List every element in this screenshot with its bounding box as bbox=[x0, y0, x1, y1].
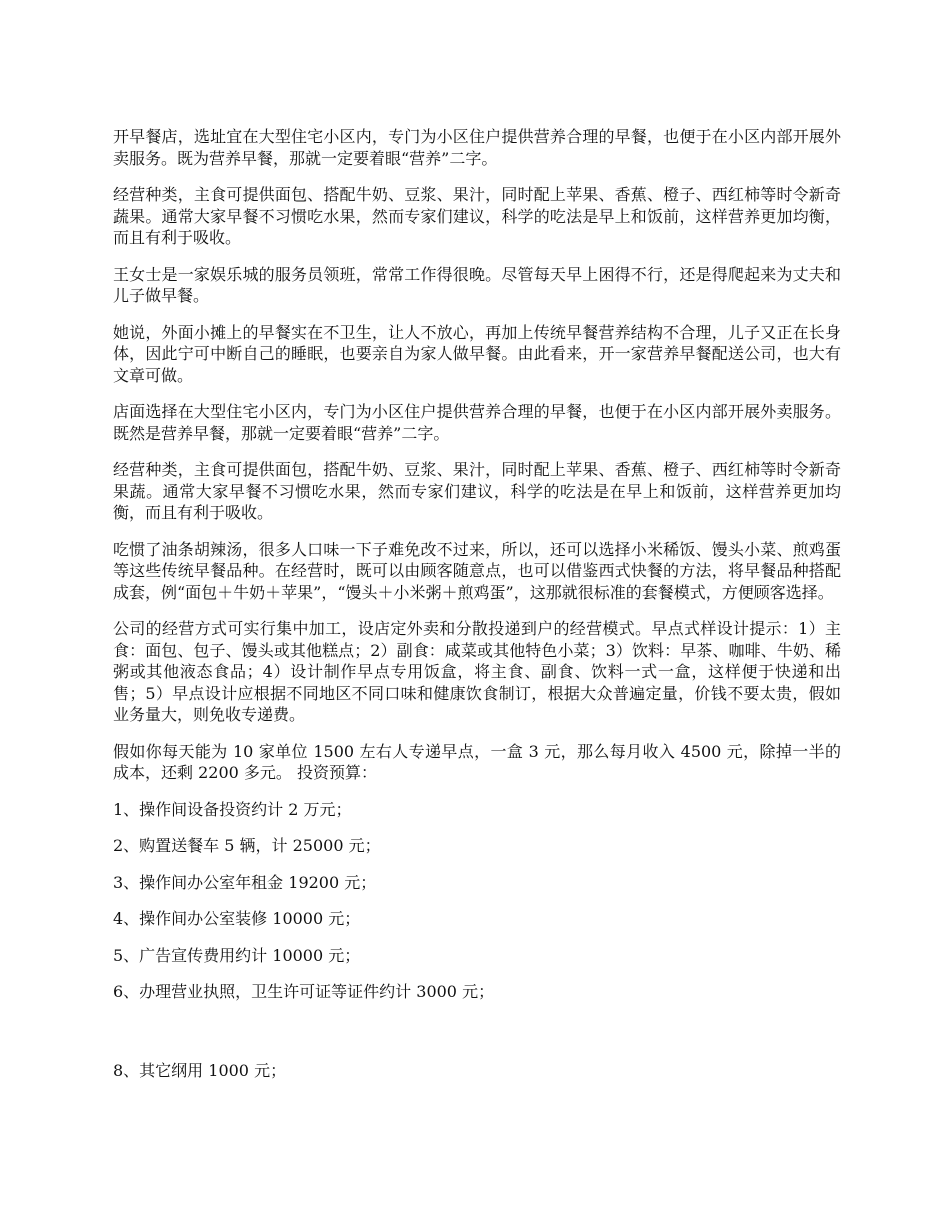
paragraph-2: 经营种类，主食可提供面包、搭配牛奶、豆浆、果汁，同时配上苹果、香蕉、橙子、西红柿等时令新奇蔬果。通常大家早餐不习惯吃水果，然而专家们建议，科学的吃法是早上和饭前，这样营养更加均衡，而且有利于吸收。 bbox=[113, 185, 841, 247]
budget-item-4: 4、操作间办公室装修 10000 元； bbox=[113, 909, 361, 928]
document-body bbox=[113, 126, 841, 1096]
budget-item-5: 5、广告宣传费用约计 10000 元； bbox=[113, 945, 361, 965]
paragraph-1: 开早餐店，选址宜在大型住宅小区内，专门为小区住户提供营养合理的早餐，也便于在小区内部开展外卖服务。既为营养早餐，那就一定要着眼“营养”二字。 bbox=[113, 127, 841, 168]
paragraph-6: 经营种类，主食可提供面包，搭配牛奶、豆浆、果汁，同时配上苹果、香蕉、橙子、西红柿等时令新奇果蔬。通常大家早餐不习惯吃水果，然而专家们建议，科学的吃法是在早上和饭前，这样营养更加均衡，而且有利于吸收。 bbox=[113, 460, 841, 522]
budget-item-8: 8、其它纲用 1000 元； bbox=[113, 1060, 287, 1080]
paragraph-4: 她说，外面小摊上的早餐实在不卫生，让人不放心，再加上传统早餐营养结构不合理，儿子又正在长身体，因此宁可中断自己的睡眠，也要亲自为家人做早餐。由此看来，开一家营养早餐配送公司，也大有文章可做。 bbox=[113, 322, 841, 385]
budget-item-2: 2、购置送餐车 5 辆，计 25000 元； bbox=[113, 836, 381, 855]
paragraph-5: 店面选择在大型住宅小区内，专门为小区住户提供营养合理的早餐，也便于在小区内部开展外卖服务。既然是营养早餐，那就一定要着眼“营养”二字。 bbox=[113, 402, 841, 443]
paragraph-3: 王女士是一家娱乐城的服务员领班，常常工作得很晚。尽管每天早上困得不行，还是得爬起来为丈夫和儿子做早餐。 bbox=[113, 264, 841, 305]
paragraph-7: 吃惯了油条胡辣汤，很多人口味一下子难免改不过来，所以，还可以选择小米稀饭、馒头小菜、煎鸡蛋等这些传统早餐品种。在经营时，既可以由顾客随意点，也可以借鉴西式快餐的方法，将早餐品种搭配成套，例“面包＋牛奶＋苹果”，“馒头＋小米粥＋煎鸡蛋”，这那就很标准的套餐模式，方便顾客选择。 bbox=[113, 539, 841, 602]
budget-item-1: 1、操作间设备投资约计 2 万元； bbox=[113, 799, 352, 819]
blank-gap bbox=[113, 1018, 841, 1060]
budget-item-6: 6、办理营业执照，卫生许可证等证件约计 3000 元； bbox=[113, 982, 495, 1001]
budget-item-3: 3、操作间办公室年租金 19200 元； bbox=[113, 872, 377, 892]
paragraph-9: 假如你每天能为 10 家单位 1500 左右人专递早点，一盒 3 元，那么每月收入 4500 元，除掉一半的成本，还剩 2200 多元。 投资预算： bbox=[113, 741, 841, 782]
paragraph-8: 公司的经营方式可实行集中加工，设店定外卖和分散投递到户的经营模式。早点式样设计提示：1）主食：面包、包子、馒头或其他糕点；2）副食：咸菜或其他特色小菜；3）饮料：早茶、咖啡、牛奶、稀粥或其他液态食品；4）设计制作早点专用饭盒，将主食、副食、饮料一式一盒，这样便于快递和出售；5）早点设计应根据不同地区不同口味和健康饮食制订，根据大众普遍定量，价钱不要太贵，假如业务量大，则免收专递费。 bbox=[113, 619, 841, 724]
